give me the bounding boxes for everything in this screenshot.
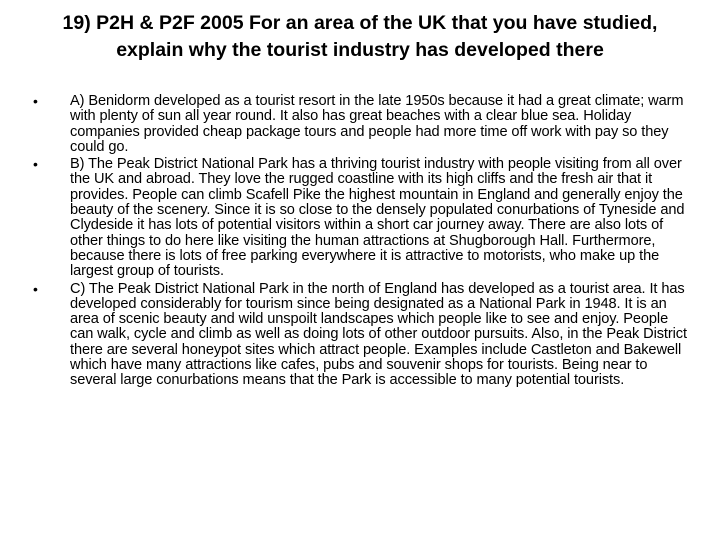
bullet-text: B) The Peak District National Park has a thriving tourist industry with people visiting from all over the UK and abroad. They love the rugged coastline with its high cliffs and the fresh air that it provides. People can climb Scafell Pike the highest mountain in England and generally enjoy the beauty of the scenery. Since it is so close to the densely populated conurbations of Tyneside and Clydeside it has lots of potential visitors within a short car journey away. There are also lots of other things to do here like visiting the human attractions at Shugborough Hall. Furthermore, because there is lots of free parking everywhere it is attractive to motorists, who make up the largest group of tourists.: [70, 156, 685, 280]
bullet-item-a: [28, 94, 688, 155]
bullet-text: A) Benidorm developed as a tourist resort in the late 1950s because it had a great climate; warm with plenty of sun all year round. It also has great beaches with a clear blue sea. Holiday companies provided cheap package tours and people had more time off work with pay so they could go.: [70, 93, 684, 155]
bullet-text: C) The Peak District National Park in the north of England has developed as a tourist area. It has developed considerably for tourism since being designated as a National Park in 1948. It is an area of scenic beauty and wild unspoilt landscapes which people like to see and enjoy. People can walk, cycle and climb as well as doing lots of other outdoor pursuits. Also, in the Peak District there are several honeypot sites which attract people. Examples include Castleton and Bakewell which have many attractions like cafes, pubs and souvenir shops for tourists. Being near to several large conurbations means that the Park is accessible to many potential tourists.: [70, 280, 687, 389]
bullet-dot-icon: •: [33, 93, 38, 109]
bullet-dot-icon: •: [33, 280, 38, 297]
slide-title: 19) P2H & P2F 2005 For an area of the UK that you have studied, explain why the tourist industry has developed there: [62, 12, 658, 61]
bullet-dot-icon: •: [33, 156, 38, 173]
bullet-item-b: [28, 157, 688, 279]
bullet-list: [28, 94, 688, 391]
bullet-item-c: [28, 282, 688, 389]
